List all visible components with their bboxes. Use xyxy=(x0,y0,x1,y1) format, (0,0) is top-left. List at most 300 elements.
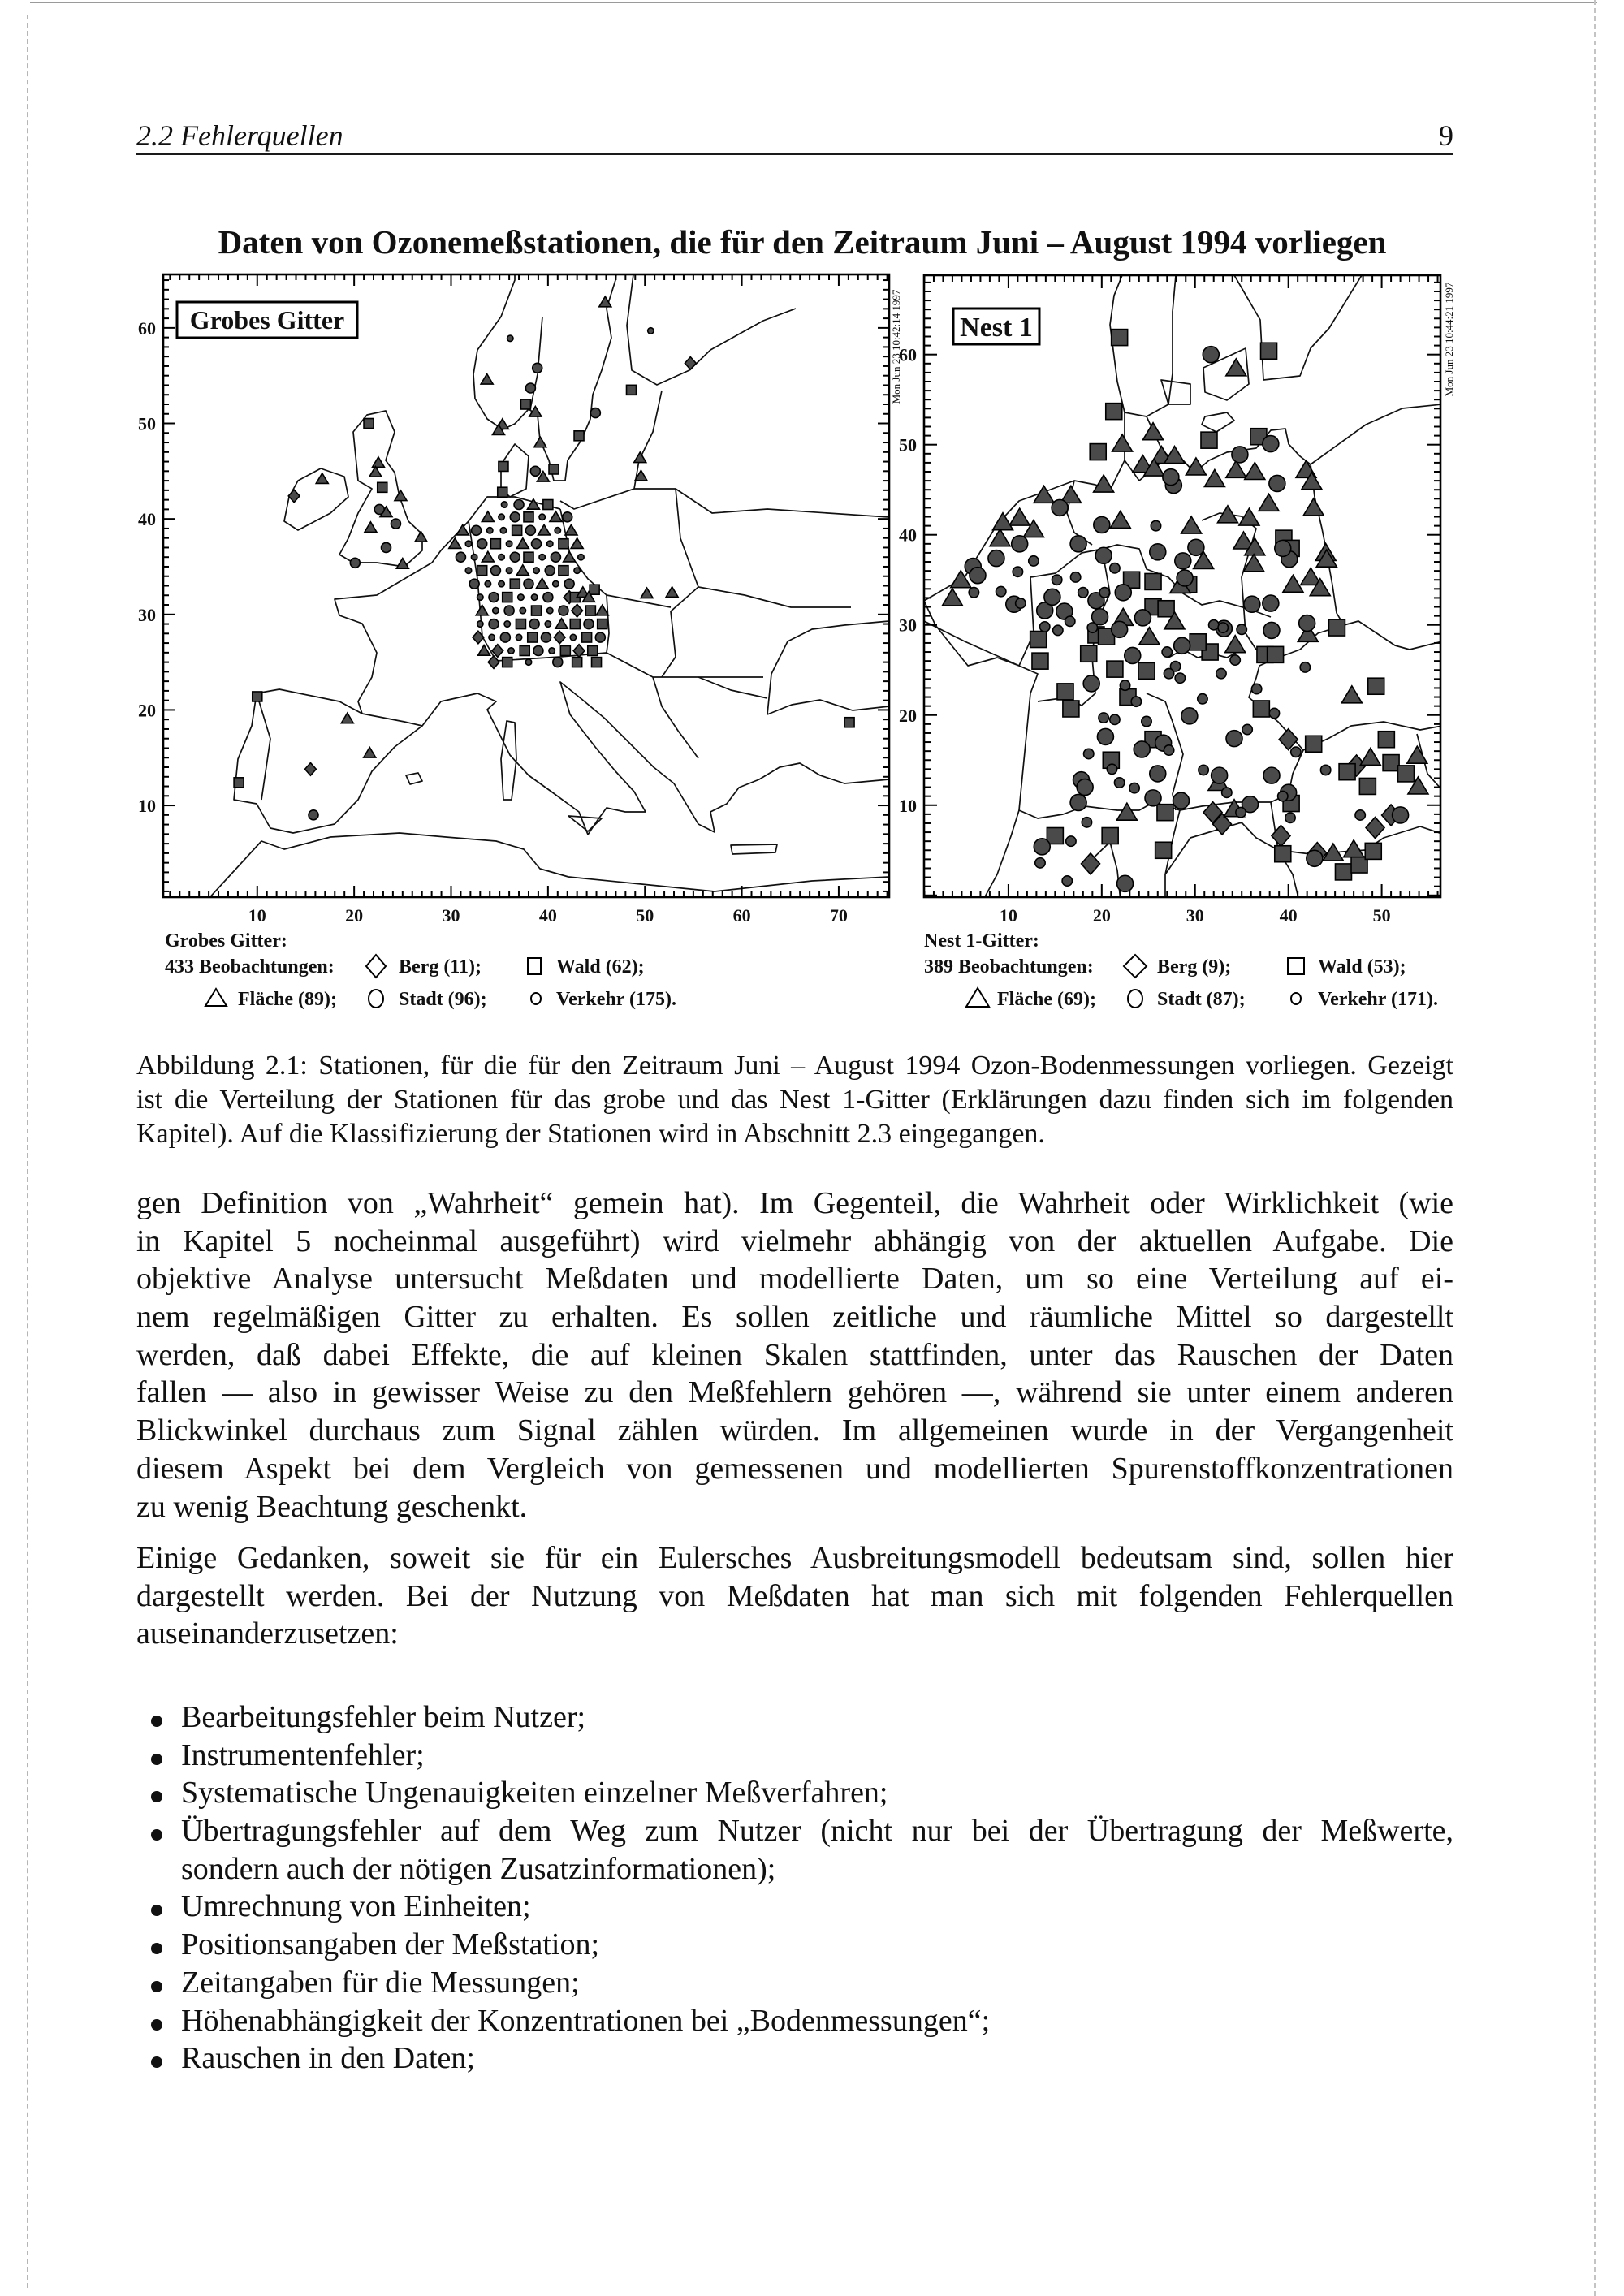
list-item-text: Positionsangaben der Meßstation; xyxy=(181,1927,600,1962)
station-circle-marker xyxy=(1393,807,1409,823)
station-dot-marker xyxy=(1199,765,1208,775)
x-tick-label: 40 xyxy=(538,905,557,926)
list-item-text: Bearbeitungsfehler beim Nutzer; xyxy=(181,1700,586,1734)
list-item-text: Übertragungsfehler auf dem Weg zum Nutzer (nicht nur bei der Übertragung der Meßwerte, xyxy=(181,1814,1453,1849)
station-dot-marker xyxy=(1120,680,1129,690)
station-circle-marker xyxy=(477,539,487,549)
station-circle-marker xyxy=(1044,589,1060,605)
station-square-marker xyxy=(1030,631,1047,647)
station-circle-marker xyxy=(590,408,600,418)
station-square-marker xyxy=(570,619,580,629)
triangle-icon xyxy=(205,989,227,1006)
station-circle-marker xyxy=(472,525,482,535)
station-diamond-marker xyxy=(305,763,317,776)
station-triangle-marker xyxy=(1341,686,1362,703)
station-circle-marker xyxy=(1263,622,1280,638)
station-triangle-marker xyxy=(1009,508,1030,525)
station-square-marker xyxy=(510,579,520,589)
station-dot-marker xyxy=(1040,622,1050,632)
station-dot-marker xyxy=(1129,783,1139,792)
station-dot-marker xyxy=(547,541,553,546)
list-item xyxy=(136,1774,1453,1812)
station-dot-marker xyxy=(570,634,576,640)
x-tick-label: 40 xyxy=(1279,905,1298,926)
list-item-text: sondern auch der nötigen Zusatzinformationen); xyxy=(181,1851,776,1886)
body-paragraph-1 xyxy=(136,1185,1453,1526)
station-triangle-marker xyxy=(456,524,469,535)
list-item xyxy=(136,2002,1453,2040)
station-square-marker xyxy=(549,464,559,474)
station-dot-marker xyxy=(501,502,507,507)
station-dot-marker xyxy=(574,568,580,573)
caption-line: Abbildung 2.1: Stationen, für die für den Zeitraum Juni – August 1994 Ozon-Bodenmessungen vorliegen. Gezeigt xyxy=(136,1051,1453,1081)
station-markers xyxy=(234,296,854,820)
legend-item-verkehr: Verkehr (175). xyxy=(556,989,676,1010)
legend-item-berg: Berg (11); xyxy=(399,956,482,978)
station-dot-marker xyxy=(1078,588,1088,598)
station-square-marker xyxy=(560,645,570,655)
bullet-icon xyxy=(151,1754,162,1765)
station-diamond-marker xyxy=(572,604,583,617)
legend-item-stadt: Stadt (96); xyxy=(399,989,487,1010)
station-square-marker xyxy=(1268,646,1284,662)
station-circle-marker xyxy=(490,566,500,576)
station-circle-marker xyxy=(500,632,510,642)
triangle-icon xyxy=(966,988,989,1007)
station-dot-marker xyxy=(1110,563,1120,573)
station-triangle-marker xyxy=(1110,511,1130,528)
station-dot-marker xyxy=(969,588,978,598)
caption-line: Kapitel). Auf die Klassifizierung der Stationen wird in Abschnitt 2.3 eingegangen. xyxy=(136,1119,1045,1149)
station-square-marker xyxy=(627,385,637,395)
station-dot-marker xyxy=(1029,556,1039,566)
bullet-icon xyxy=(151,2019,162,2031)
station-square-marker xyxy=(592,658,602,667)
station-dot-marker xyxy=(1099,713,1108,723)
station-dot-marker xyxy=(996,586,1005,596)
list-item xyxy=(136,2039,1453,2078)
station-circle-marker xyxy=(524,579,533,589)
station-diamond-marker xyxy=(685,357,696,370)
station-dot-marker xyxy=(1278,791,1288,801)
list-item xyxy=(136,1926,1453,1964)
station-square-marker xyxy=(1190,634,1206,650)
station-circle-marker xyxy=(1083,675,1099,692)
station-triangle-marker xyxy=(536,578,548,589)
station-triangle-marker xyxy=(516,565,529,576)
station-circle-marker xyxy=(309,810,318,820)
panel-grobes-gitter xyxy=(138,268,902,926)
station-circle-marker xyxy=(510,552,520,562)
station-square-marker xyxy=(234,778,244,788)
station-triangle-marker xyxy=(1204,469,1224,486)
y-tick-label: 20 xyxy=(138,700,156,721)
list-item-continuation xyxy=(136,1850,1453,1888)
station-circle-marker xyxy=(1052,499,1068,516)
station-dot-marker xyxy=(553,580,559,586)
text-line: dargestellt werden. Bei der Nutzung von Meßdaten hat man sich mit folgenden Fehlerquellen xyxy=(136,1578,1453,1613)
legend-count: 389 Beobachtungen: xyxy=(924,956,1094,978)
x-tick-label: 50 xyxy=(636,905,654,926)
station-circle-marker xyxy=(563,512,572,522)
station-circle-marker xyxy=(1070,536,1086,552)
station-triangle-marker xyxy=(1139,628,1160,645)
caption-line: ist die Verteilung der Stationen für das grobe und das Nest 1-Gitter (Erklärungen dazu finden sich im folgenden xyxy=(136,1085,1453,1115)
map-outline-europe xyxy=(206,268,889,901)
station-triangle-marker xyxy=(1360,748,1380,765)
station-circle-marker xyxy=(1203,347,1219,363)
station-square-marker xyxy=(1368,678,1384,694)
station-dot-marker xyxy=(508,648,514,654)
station-dot-marker xyxy=(1142,716,1151,726)
station-dot-marker xyxy=(1251,684,1261,693)
station-square-marker xyxy=(1155,842,1172,858)
station-square-marker xyxy=(1063,701,1079,717)
station-dot-marker xyxy=(1175,673,1185,683)
station-dot-marker xyxy=(508,335,513,341)
diamond-icon xyxy=(1124,955,1147,978)
station-square-marker xyxy=(1047,828,1063,844)
station-triangle-marker xyxy=(666,587,678,598)
list-item xyxy=(136,1964,1453,2002)
station-square-marker xyxy=(1201,432,1217,448)
y-tick-label: 30 xyxy=(138,604,156,625)
station-square-marker xyxy=(559,566,568,576)
station-dot-marker xyxy=(1099,588,1109,598)
station-circle-marker xyxy=(533,645,543,655)
station-dot-marker xyxy=(1110,714,1120,724)
station-triangle-marker xyxy=(1283,575,1303,592)
text-line: nem regelmäßigen Gitter zu erhalten. Es sollen zeitliche und räumliche Mittel so dargestellt xyxy=(136,1300,1453,1335)
station-square-marker xyxy=(1306,736,1322,752)
station-circle-marker xyxy=(530,466,540,476)
station-dot-marker xyxy=(1222,788,1232,797)
station-triangle-marker xyxy=(1226,460,1246,477)
station-circle-marker xyxy=(1163,469,1179,486)
station-triangle-marker xyxy=(516,538,529,549)
bullet-icon xyxy=(151,2056,162,2068)
station-markers xyxy=(942,330,1427,892)
station-circle-marker xyxy=(391,519,400,529)
plot-timestamp: Mon Jun 23 10:42:14 1997 xyxy=(890,289,902,404)
station-triangle-marker xyxy=(634,452,646,463)
station-dot-marker xyxy=(1230,655,1240,665)
station-triangle-marker xyxy=(1116,803,1137,820)
station-dot-marker xyxy=(1236,807,1246,817)
station-circle-marker xyxy=(510,512,520,522)
panel-nest-1 xyxy=(899,275,1455,926)
station-dot-marker xyxy=(1070,572,1080,582)
station-square-marker xyxy=(253,692,262,701)
station-dot-marker xyxy=(465,541,471,546)
station-triangle-marker xyxy=(481,374,493,385)
station-dot-marker xyxy=(1107,764,1116,774)
station-square-marker xyxy=(1335,864,1351,880)
y-tick-label: 20 xyxy=(899,705,917,726)
station-square-marker xyxy=(585,606,595,615)
station-dot-marker xyxy=(1066,836,1076,846)
station-circle-marker xyxy=(1094,517,1110,533)
list-item xyxy=(136,1888,1453,1926)
station-dot-marker xyxy=(1237,624,1246,634)
station-triangle-marker xyxy=(1259,494,1279,511)
station-square-marker xyxy=(590,585,599,594)
station-circle-marker xyxy=(532,539,542,549)
station-dot-marker xyxy=(465,568,471,573)
station-circle-marker xyxy=(543,593,553,602)
station-circle-marker xyxy=(456,552,465,562)
station-triangle-marker xyxy=(534,437,546,447)
text-line: gen Definition von „Wahrheit“ gemein hat). Im Gegenteil, die Wahrheit oder Wirklichkeit (wie xyxy=(136,1186,1453,1220)
text-line: zu wenig Beachtung geschenkt. xyxy=(136,1489,528,1524)
station-circle-marker xyxy=(1299,615,1315,632)
text-line: fallen — also in gewisser Weise zu den Meßfehlern gehören —, während sie unter einem anderen xyxy=(136,1375,1453,1410)
bullet-icon xyxy=(151,1791,162,1802)
station-square-marker xyxy=(1107,661,1123,677)
station-square-marker xyxy=(1081,645,1097,662)
text-line: in Kapitel 5 nocheinmal ausgeführt) wird vielmehr abhängig von der aktuellen Aufgabe. Die xyxy=(136,1224,1453,1258)
station-dot-marker xyxy=(477,594,483,600)
station-circle-marker xyxy=(1175,553,1191,569)
station-square-marker xyxy=(1339,764,1355,780)
station-circle-marker xyxy=(551,552,560,562)
station-triangle-marker xyxy=(550,511,562,522)
text-line: Blickwinkel durchaus zum Signal zählen würden. Im allgemeinen wurde in der Vergangenheit xyxy=(136,1413,1453,1448)
station-dot-marker xyxy=(520,607,525,613)
station-dot-marker xyxy=(578,554,584,559)
x-tick-label: 10 xyxy=(248,905,266,926)
station-dot-marker xyxy=(1131,697,1141,706)
list-item-text: Umrechnung von Einheiten; xyxy=(181,1889,531,1924)
station-triangle-marker xyxy=(365,522,377,533)
station-dot-marker xyxy=(547,607,553,613)
station-circle-marker xyxy=(374,504,384,514)
figure-caption xyxy=(136,1049,1453,1151)
station-circle-marker xyxy=(1181,708,1198,724)
panel-label-text: Grobes Gitter xyxy=(189,305,345,334)
station-dot-marker xyxy=(471,554,477,559)
station-triangle-marker xyxy=(482,511,494,522)
station-circle-marker xyxy=(1012,536,1028,552)
station-circle-marker xyxy=(489,593,499,602)
list-item-text: Höhenabhängigkeit der Konzentrationen bei „Bodenmessungen“; xyxy=(181,2003,991,2038)
station-dot-marker xyxy=(1084,749,1094,758)
station-circle-marker xyxy=(970,568,986,584)
legend-grobes-gitter xyxy=(165,930,676,1010)
station-circle-marker xyxy=(1145,790,1161,806)
station-triangle-marker xyxy=(1407,746,1427,763)
station-triangle-marker xyxy=(1112,434,1133,451)
station-dot-marker xyxy=(1052,575,1061,585)
station-square-marker xyxy=(1365,843,1381,859)
station-square-marker xyxy=(524,512,533,522)
station-square-marker xyxy=(378,482,387,492)
station-square-marker xyxy=(598,619,607,629)
body-paragraph-2 xyxy=(136,1539,1453,1653)
y-tick-label: 50 xyxy=(899,434,917,455)
station-circle-marker xyxy=(1097,728,1113,744)
station-square-marker xyxy=(498,487,508,497)
station-square-marker xyxy=(1383,755,1399,771)
station-dot-marker xyxy=(499,580,504,586)
station-dot-marker xyxy=(555,528,560,533)
station-circle-marker xyxy=(525,525,535,535)
station-square-marker xyxy=(1253,701,1269,717)
station-circle-marker xyxy=(1173,792,1190,809)
station-square-marker xyxy=(1157,805,1173,821)
x-tick-label: 10 xyxy=(999,905,1017,926)
station-dot-marker xyxy=(1242,724,1252,734)
station-dot-marker xyxy=(499,514,504,520)
list-item xyxy=(136,1812,1453,1850)
station-triangle-marker xyxy=(538,524,551,535)
x-tick-label: 20 xyxy=(1092,905,1111,926)
station-circle-marker xyxy=(529,619,539,629)
station-circle-marker xyxy=(1117,875,1134,891)
station-triangle-marker xyxy=(415,532,427,542)
station-circle-marker xyxy=(1263,595,1279,611)
station-triangle-marker xyxy=(341,713,353,723)
station-square-marker xyxy=(1145,573,1161,589)
station-square-marker xyxy=(516,619,525,629)
station-dot-marker xyxy=(549,648,555,654)
station-square-marker xyxy=(477,566,487,576)
station-dot-marker xyxy=(1087,623,1097,632)
station-diamond-marker xyxy=(1366,818,1384,839)
station-circle-marker xyxy=(559,606,568,615)
station-triangle-marker xyxy=(942,589,962,606)
station-dot-marker xyxy=(1013,567,1022,576)
station-circle-marker xyxy=(1177,570,1193,586)
station-square-marker xyxy=(572,658,582,667)
legend-item-stadt: Stadt (87); xyxy=(1157,989,1246,1010)
station-triangle-marker xyxy=(1217,506,1237,523)
x-tick-label: 30 xyxy=(442,905,460,926)
station-triangle-marker xyxy=(571,538,583,549)
station-triangle-marker xyxy=(1244,555,1264,572)
station-dot-marker xyxy=(1053,625,1063,635)
station-dot-marker xyxy=(545,621,551,627)
station-dot-marker xyxy=(477,621,483,627)
text-line: auseinanderzusetzen: xyxy=(136,1616,399,1651)
station-circle-marker xyxy=(1226,731,1242,747)
station-dot-marker xyxy=(1269,708,1279,718)
legend-count: 433 Beobachtungen: xyxy=(165,956,335,978)
station-circle-marker xyxy=(1269,475,1285,491)
station-square-marker xyxy=(503,593,512,602)
legend-item-flaeche: Fläche (69); xyxy=(997,989,1096,1010)
station-dot-marker xyxy=(1082,818,1091,827)
station-triangle-marker xyxy=(364,747,376,757)
station-square-marker xyxy=(1328,619,1345,636)
station-circle-marker xyxy=(1150,766,1166,782)
legend-item-wald: Wald (53); xyxy=(1318,956,1406,978)
station-circle-marker xyxy=(533,363,542,373)
station-dot-marker xyxy=(1355,810,1365,820)
text-line: werden, daß dabei Effekte, die auf kleinen Skalen stattfinden, unter das Rauschen der Daten xyxy=(136,1337,1453,1372)
station-circle-marker xyxy=(1150,544,1166,560)
list-item-text: Zeitangaben für die Messungen; xyxy=(181,1965,580,2000)
station-circle-marker xyxy=(1034,839,1050,855)
station-circle-marker xyxy=(545,566,555,576)
station-dot-marker xyxy=(1285,813,1295,822)
station-triangle-marker xyxy=(1245,463,1265,480)
running-header-section: 2.2 Fehlerquellen xyxy=(136,119,343,152)
station-circle-marker xyxy=(1077,779,1093,796)
station-triangle-marker xyxy=(482,551,494,562)
station-circle-marker xyxy=(595,632,605,642)
square-icon xyxy=(528,958,541,974)
station-square-marker xyxy=(1112,330,1128,346)
station-triangle-marker xyxy=(1094,475,1114,492)
station-dot-marker xyxy=(1035,858,1045,868)
legend-nest-1 xyxy=(924,930,1438,1010)
station-triangle-marker xyxy=(1143,423,1164,440)
station-square-marker xyxy=(1261,343,1277,359)
legend-item-verkehr: Verkehr (171). xyxy=(1318,989,1438,1010)
station-square-marker xyxy=(1359,778,1376,794)
station-triangle-marker xyxy=(316,473,328,484)
station-dot-marker xyxy=(493,607,499,613)
station-square-marker xyxy=(532,606,542,615)
station-square-marker xyxy=(1158,601,1174,617)
station-circle-marker xyxy=(514,500,524,510)
station-dot-marker xyxy=(1320,765,1330,775)
station-circle-marker xyxy=(469,579,479,589)
station-dot-marker xyxy=(648,328,654,334)
station-triangle-marker xyxy=(1225,636,1246,653)
x-tick-label: 50 xyxy=(1372,905,1391,926)
station-triangle-marker xyxy=(369,467,382,477)
station-triangle-marker xyxy=(1344,840,1364,857)
station-triangle-marker xyxy=(1226,359,1246,376)
station-circle-marker xyxy=(504,606,514,615)
station-triangle-marker xyxy=(1303,498,1324,516)
station-dot-marker xyxy=(1198,694,1207,704)
station-square-marker xyxy=(1032,653,1048,669)
station-dot-marker xyxy=(499,554,504,559)
station-circle-marker xyxy=(1275,540,1291,556)
station-dot-marker xyxy=(487,528,493,533)
list-item xyxy=(136,1698,1453,1737)
list-item xyxy=(136,1737,1453,1775)
station-circle-marker xyxy=(1188,539,1204,555)
x-tick-label: 60 xyxy=(732,905,751,926)
circle-icon xyxy=(369,990,383,1008)
station-circle-marker xyxy=(1212,767,1228,783)
station-dot-marker xyxy=(516,634,521,640)
panel-label-text: Nest 1 xyxy=(960,313,1033,343)
panel-label-grobes-gitter xyxy=(177,302,357,338)
station-square-marker xyxy=(1102,828,1118,844)
station-circle-marker xyxy=(1125,647,1141,663)
station-square-marker xyxy=(1397,766,1414,782)
station-dot-marker xyxy=(1209,620,1219,630)
y-tick-label: 40 xyxy=(138,509,156,530)
station-circle-marker xyxy=(1095,547,1112,563)
station-dot-marker xyxy=(500,528,506,533)
station-square-marker xyxy=(490,539,500,549)
station-circle-marker xyxy=(553,658,563,667)
station-dot-marker xyxy=(489,634,495,640)
error-source-list xyxy=(136,1698,1453,2078)
station-square-marker xyxy=(1275,846,1291,862)
station-dot-marker xyxy=(1300,662,1310,672)
station-dot-marker xyxy=(533,568,539,573)
list-item-text: Instrumentenfehler; xyxy=(181,1737,425,1772)
station-triangle-marker xyxy=(564,551,576,562)
station-dot-marker xyxy=(539,514,545,520)
